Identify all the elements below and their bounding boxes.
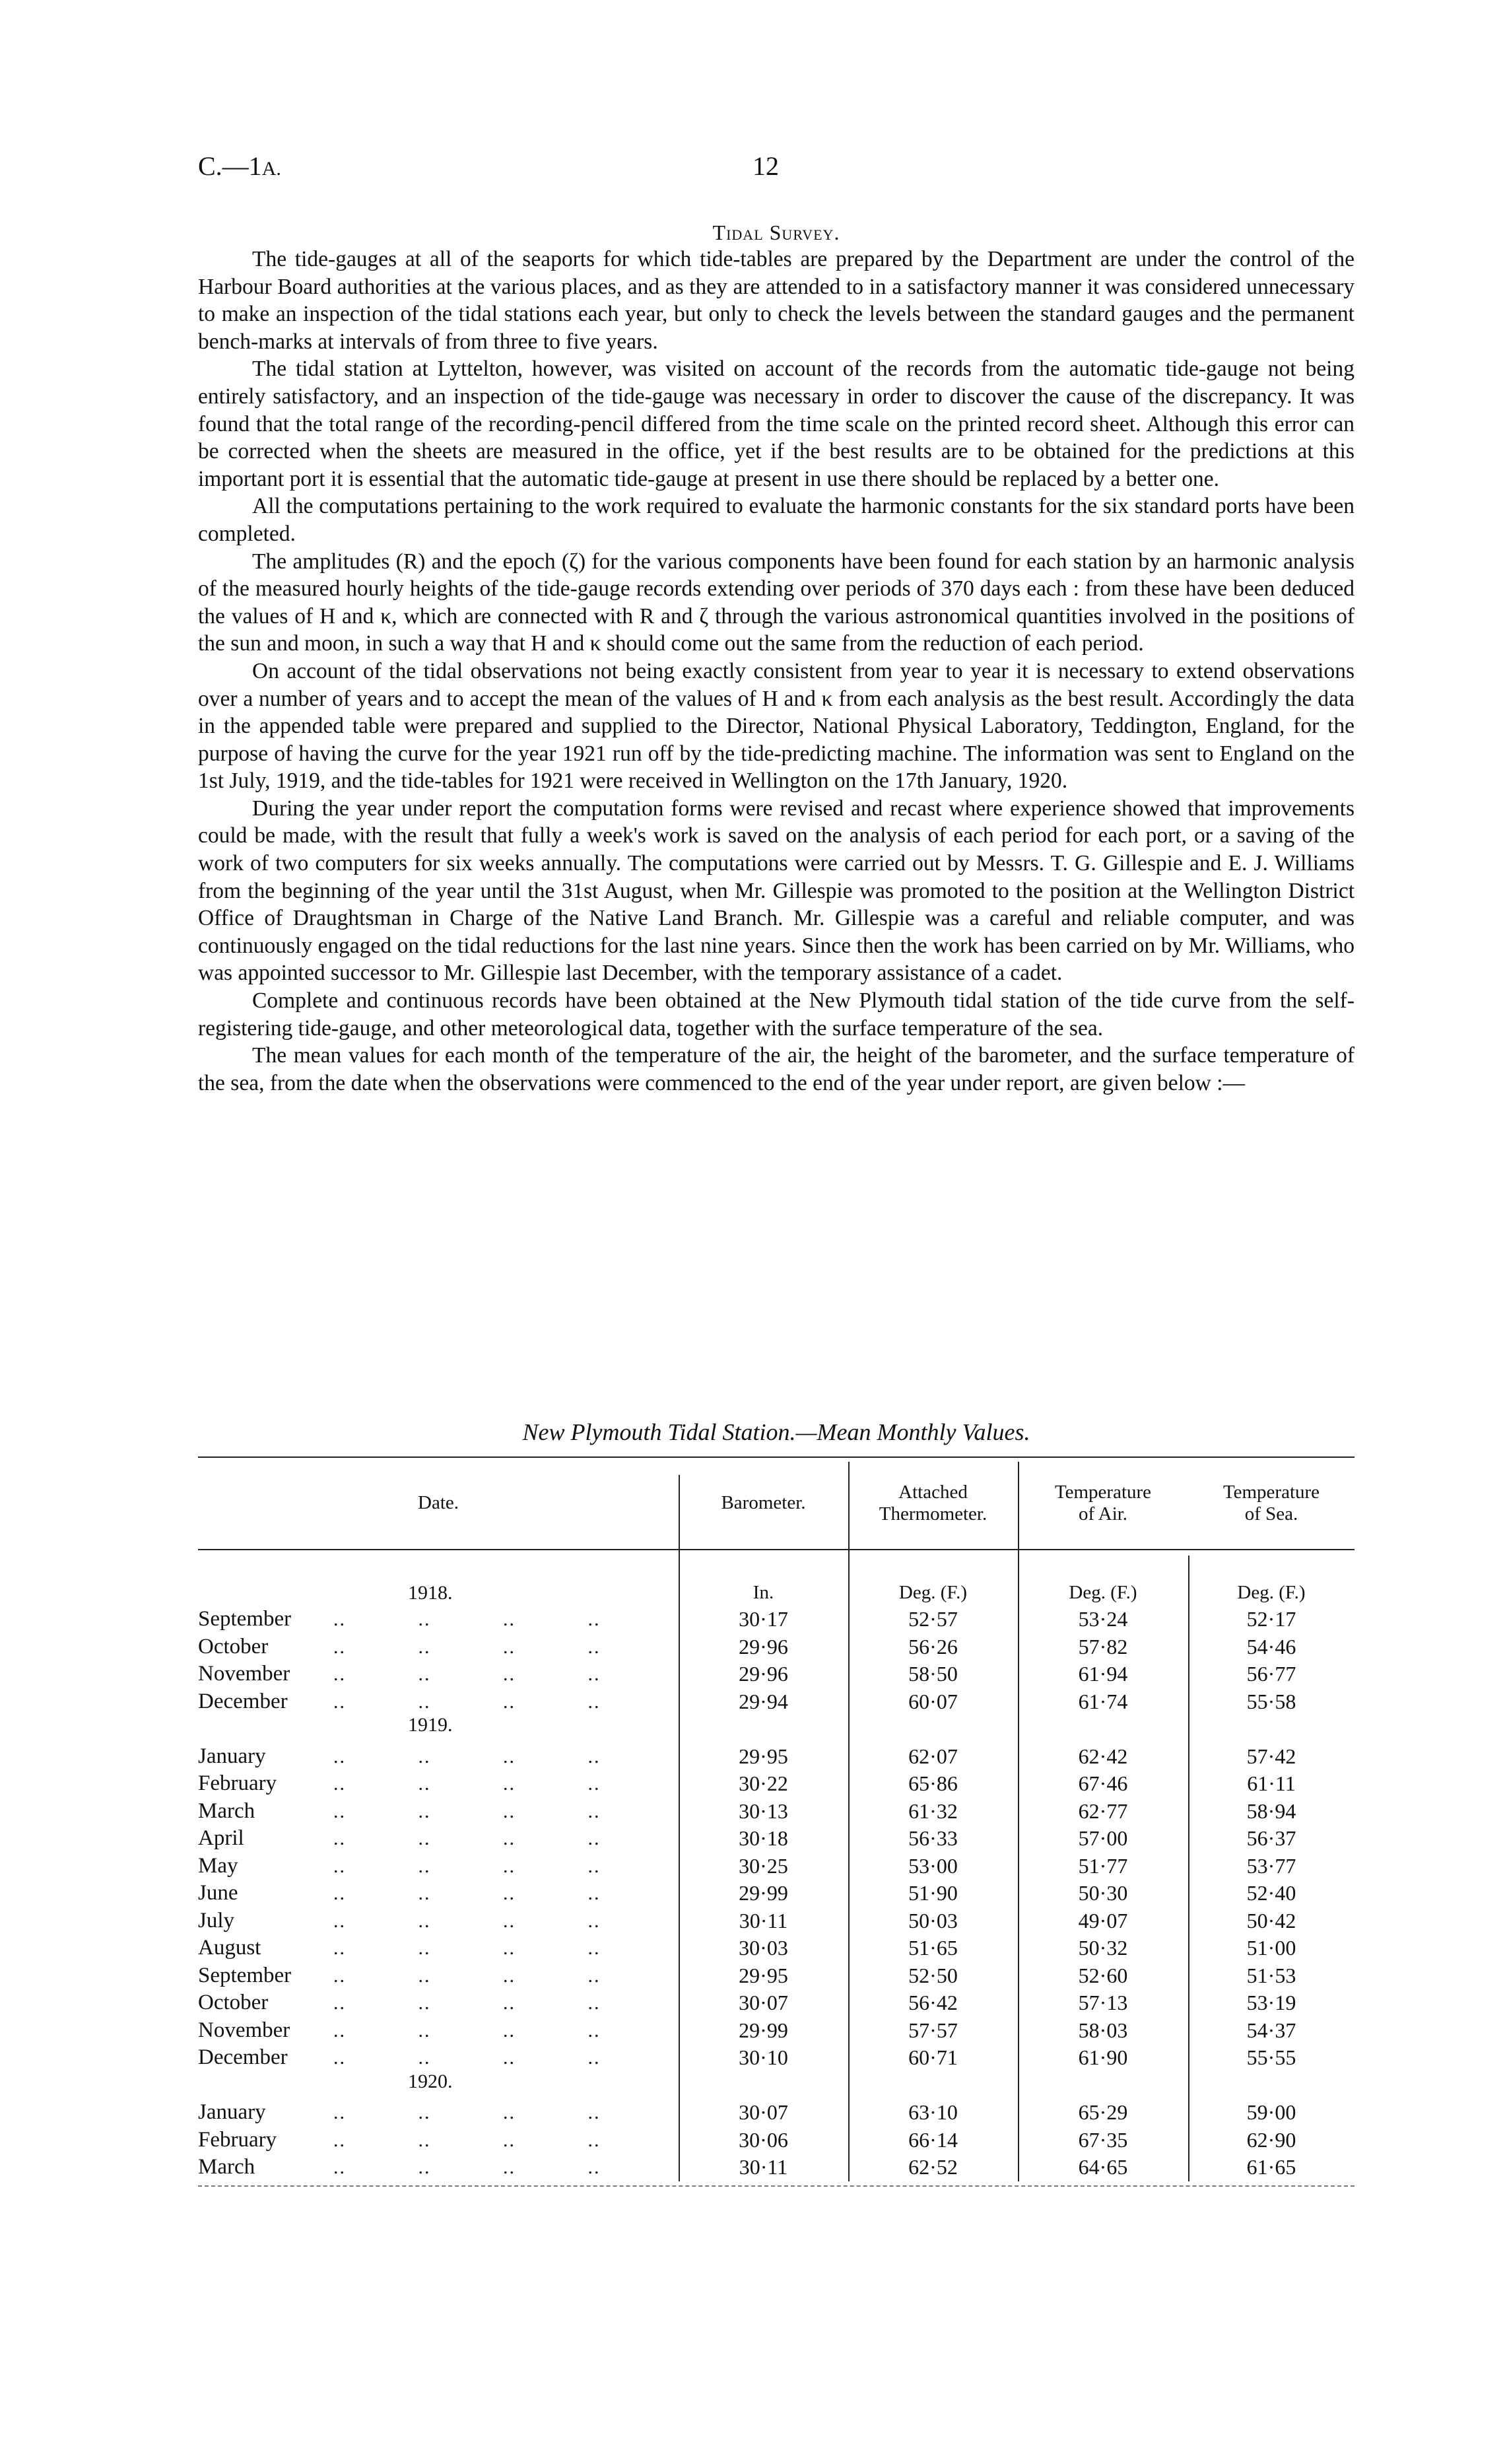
header-line: of Sea. [1244,1503,1298,1524]
air-temperature-cell: 52·60 [1078,1963,1128,1987]
attached-thermometer-cell: 51·90 [908,1881,958,1905]
air-temperature-cell: 57·82 [1078,1634,1128,1659]
sea-temperature-cell: 51·00 [1246,1936,1296,1960]
month-cell: March [198,2155,255,2179]
air-temperature-cell: 62·42 [1078,1744,1128,1768]
attached-thermometer-cell: 66·14 [908,2127,958,2152]
unit-sea: Deg. (F.) [1237,1582,1306,1603]
barometer-cell: 30·07 [739,2100,788,2124]
table-row [198,1964,1354,1991]
header-line: Temperature [1222,1482,1320,1503]
sea-temperature-cell: 55·58 [1246,1689,1296,1713]
header-barometer: Barometer. [721,1492,806,1513]
table-row [198,2045,1354,2073]
barometer-cell: 29·95 [739,1963,788,1987]
paragraph: The mean values for each month of the temperature of the air, the height of the barometer, and the surface temperature of the sea, from the date when the observations were commenced to the end of the year under report, are given below :— [198,1043,1354,1095]
attached-thermometer-cell: 62·52 [908,2155,958,2179]
barometer-cell: 30·18 [739,1826,788,1850]
barometer-cell: 30·11 [739,1908,788,1933]
document-code: C.—1A. [198,151,281,181]
table-row [198,1662,1354,1690]
dot-leader: .. .. .. .. [333,1690,601,1713]
header-temperature-sea [1188,1482,1354,1525]
air-temperature-cell: 58·03 [1078,2018,1128,2042]
month-cell: January [198,2100,266,2124]
month-cell: December [198,1689,288,1713]
barometer-cell: 29·96 [739,1634,788,1659]
table-row [198,1991,1354,2018]
paragraph: On account of the tidal observations not being exactly consistent from year to year it is necessary to extend observations over a number of years and to accept the mean of the values of H and κ from each analysis as the best result. Accordingly the data in the appended table were prepared and supplied to the Director, National Physical Laboratory, Teddington, England, for the purpose of having the curve for the year 1921 run off by the tide-predicting machine. The information was sent to England on the 1st July, 1919, and the tide-tables for 1921 were received in Wellington on the 17th January, 1920. [198,658,1354,794]
sea-temperature-cell: 62·90 [1246,2127,1296,2152]
air-temperature-cell: 49·07 [1078,1908,1128,1933]
month-cell: September [198,1963,292,1987]
attached-thermometer-cell: 56·33 [908,1826,958,1850]
sea-temperature-cell: 52·40 [1246,1881,1296,1905]
sea-temperature-cell: 51·53 [1246,1963,1296,1987]
month-cell: April [198,1826,244,1850]
sea-temperature-cell: 53·19 [1246,1991,1296,2014]
barometer-cell: 29·99 [739,1881,788,1905]
dot-leader: .. .. .. .. [333,1635,601,1658]
barometer-cell: 29·96 [739,1662,788,1686]
dot-leader: .. .. .. .. [333,1992,601,2014]
month-cell: October [198,1634,269,1659]
attached-thermometer-cell: 62·07 [908,1744,958,1768]
dot-leader: .. .. .. .. [333,1745,601,1767]
table-bottom-rule [198,2185,1354,2187]
body-text [198,246,1354,1097]
page-number: 12 [752,151,779,181]
section-title: Tidal Survey. [712,221,840,244]
attached-thermometer-cell: 63·10 [908,2100,958,2124]
dot-leader: .. .. .. .. [333,1909,601,1932]
table-row [198,1690,1354,1717]
month-cell: November [198,1662,290,1686]
running-head [198,151,1354,190]
table-caption: New Plymouth Tidal Station.—Mean Monthly Values. [522,1419,1030,1445]
table-top-rule [198,1456,1354,1458]
table-row [198,2128,1354,2156]
air-temperature-cell: 57·13 [1078,1991,1128,2014]
air-temperature-cell: 57·00 [1078,1826,1128,1850]
air-temperature-cell: 50·30 [1078,1881,1128,1905]
air-temperature-cell: 67·35 [1078,2127,1128,2152]
sea-temperature-cell: 53·77 [1246,1853,1296,1878]
dot-leader: .. .. .. .. [333,2047,601,2069]
dot-leader: .. .. .. .. [333,1663,601,1685]
table-row [198,2018,1354,2046]
attached-thermometer-cell: 58·50 [908,1662,958,1686]
dot-leader: .. .. .. .. [333,2019,601,2041]
barometer-cell: 30·13 [739,1798,788,1823]
sea-temperature-cell: 59·00 [1246,2100,1296,2124]
month-cell: February [198,2127,277,2152]
attached-thermometer-cell: 53·00 [908,1853,958,1878]
attached-thermometer-cell: 56·26 [908,1634,958,1659]
sea-temperature-cell: 54·46 [1246,1634,1296,1659]
unit-attached: Deg. (F.) [898,1582,968,1603]
sea-temperature-cell: 55·55 [1246,2045,1296,2069]
header-date: Date. [418,1492,459,1513]
table-row [198,1881,1354,1909]
dot-leader: .. .. .. .. [333,1800,601,1822]
dot-leader: .. .. .. .. [333,2102,601,2123]
table-row [198,1799,1354,1827]
dot-leader: .. .. .. .. [333,1882,601,1904]
barometer-cell: 29·99 [739,2018,788,2042]
unit-air: Deg. (F.) [1069,1582,1137,1603]
dot-leader: .. .. .. .. [333,1828,601,1849]
air-temperature-cell: 65·29 [1078,2100,1128,2124]
barometer-cell: 30·07 [739,1991,788,2014]
year-label: 1919. [408,1714,453,1736]
air-temperature-cell: 61·90 [1078,2045,1128,2069]
sea-temperature-cell: 61·11 [1247,1771,1296,1795]
attached-thermometer-cell: 52·57 [908,1607,958,1631]
sea-temperature-cell: 50·42 [1246,1908,1296,1933]
table-row [198,1771,1354,1799]
barometer-cell: 30·10 [739,2045,788,2069]
month-cell: November [198,2018,290,2042]
month-cell: October [198,1991,269,2014]
attached-thermometer-cell: 65·86 [908,1771,958,1795]
year-label: 1920. [408,2070,453,2092]
air-temperature-cell: 67·46 [1078,1771,1128,1795]
paragraph: All the computations pertaining to the work required to evaluate the harmonic constants for the six standard ports have been completed. [198,494,1354,546]
month-cell: September [198,1607,292,1631]
barometer-cell: 30·17 [739,1607,788,1631]
header-temperature-air [1018,1482,1188,1525]
barometer-cell: 30·25 [739,1853,788,1878]
sea-temperature-cell: 58·94 [1246,1798,1296,1823]
table-row [198,1635,1354,1662]
header-bottom-rule [198,1549,1354,1550]
table-row [198,2155,1354,2183]
header-line: Temperature [1054,1482,1152,1503]
dot-leader: .. .. .. .. [333,1964,601,1987]
sea-temperature-cell: 61·65 [1246,2155,1296,2179]
dot-leader: .. .. .. .. [333,2156,601,2178]
paragraph: The amplitudes (R) and the epoch (ζ) for the various components have been found for each station by an harmonic analysis of the measured hourly heights of the tide-gauge records extending over periods of 370 days each : from these have been deduced the values of H and κ, which are connected with R and ζ through the various astronomical quantities involved in the positions of the sun and moon, in such a way that H and κ should come out the same from the reduction of each period. [198,549,1354,656]
barometer-cell: 29·95 [739,1744,788,1768]
air-temperature-cell: 61·94 [1078,1662,1128,1686]
barometer-cell: 30·03 [739,1936,788,1960]
air-temperature-cell: 53·24 [1078,1607,1128,1631]
table-row [198,1854,1354,1882]
month-cell: May [198,1853,238,1878]
dot-leader: .. .. .. .. [333,2129,601,2151]
header-line: Attached [898,1482,968,1503]
month-cell: August [198,1936,261,1960]
table-row [198,1909,1354,1936]
year-label: 1918. [408,1582,453,1604]
dot-leader: .. .. .. .. [333,1773,601,1795]
header-line: Thermometer. [879,1503,987,1524]
sea-temperature-cell: 57·42 [1246,1744,1296,1768]
table-row [198,1607,1354,1635]
paragraph: The tide-gauges at all of the seaports for which tide-tables are prepared by the Department are under the control of the Harbour Board authorities at the various places, and as they are attended to in a satisfactory manner it was considered unnecessary to make an inspection of the tidal stations each year, but only to check the levels between the standard gauges and the permanent bench-marks at intervals of from three to five years. [198,247,1354,354]
table-row [198,2100,1354,2128]
sea-temperature-cell: 56·77 [1246,1662,1296,1686]
month-cell: July [198,1908,235,1933]
table-row [198,1744,1354,1772]
header-line: of Air. [1078,1503,1128,1524]
attached-thermometer-cell: 60·07 [908,1689,958,1713]
attached-thermometer-cell: 61·32 [908,1798,958,1823]
air-temperature-cell: 64·65 [1078,2155,1128,2179]
barometer-cell: 29·94 [739,1689,788,1713]
barometer-cell: 30·06 [739,2127,788,2152]
month-cell: March [198,1798,255,1823]
unit-barometer: In. [752,1582,774,1603]
dot-leader: .. .. .. .. [333,1855,601,1877]
attached-thermometer-cell: 51·65 [908,1936,958,1960]
attached-thermometer-cell: 52·50 [908,1963,958,1987]
paragraph: Complete and continuous records have been obtained at the New Plymouth tidal station of the tide curve from the self-registering tide-gauge, and other meteorological data, together with the surface temperature of the sea. [198,988,1354,1041]
month-cell: February [198,1771,277,1795]
sea-temperature-cell: 56·37 [1246,1826,1296,1850]
air-temperature-cell: 51·77 [1078,1853,1128,1878]
paragraph: The tidal station at Lyttelton, however, was visited on account of the records from the automatic tide-gauge not being entirely satisfactory, and an inspection of the tide-gauge was necessary in order to discover the cause of the discrepancy. It was found that the total range of the recording-pencil differed from the time scale on the printed record sheet. Although this error can be corrected when the sheets are measured in the office, yet if the best results are to be obtained for the predictions at this important port it is essential that the automatic tide-gauge at present in use there should be replaced by a better one. [198,357,1354,491]
attached-thermometer-cell: 56·42 [908,1991,958,2014]
month-cell: January [198,1744,266,1768]
sea-temperature-cell: 52·17 [1246,1607,1296,1631]
barometer-cell: 30·11 [739,2155,788,2179]
table-row [198,1936,1354,1964]
month-cell: June [198,1881,238,1905]
dot-leader: .. .. .. .. [333,1608,601,1630]
paragraph: During the year under report the computation forms were revised and recast where experience showed that improvements could be made, with the result that fully a week's work is saved on the analysis of each period for each port, or a saving of the work of two computers for six weeks annually. The computations were carried out by Messrs. T. G. Gillespie and E. J. Williams from the beginning of the year until the 31st August, when Mr. Gillespie was promoted to the position at the Wellington District Office of Draughtsman in Charge of the Native Land Branch. Mr. Gillespie was a careful and reliable computer, and was continuously engaged on the tidal reductions for the last nine years. Since then the work has been carried on by Mr. Williams, who was appointed successor to Mr. Gillespie last December, with the temporary assistance of a cadet. [198,796,1354,986]
header-attached-thermometer [848,1482,1018,1525]
dot-leader: .. .. .. .. [333,1937,601,1959]
attached-thermometer-cell: 50·03 [908,1908,958,1933]
attached-thermometer-cell: 60·71 [908,2045,958,2069]
air-temperature-cell: 62·77 [1078,1798,1128,1823]
sea-temperature-cell: 54·37 [1246,2018,1296,2042]
air-temperature-cell: 61·74 [1078,1689,1128,1713]
month-cell: December [198,2045,288,2069]
table-row [198,1826,1354,1854]
air-temperature-cell: 50·32 [1078,1936,1128,1960]
barometer-cell: 30·22 [739,1771,788,1795]
attached-thermometer-cell: 57·57 [908,2018,958,2042]
